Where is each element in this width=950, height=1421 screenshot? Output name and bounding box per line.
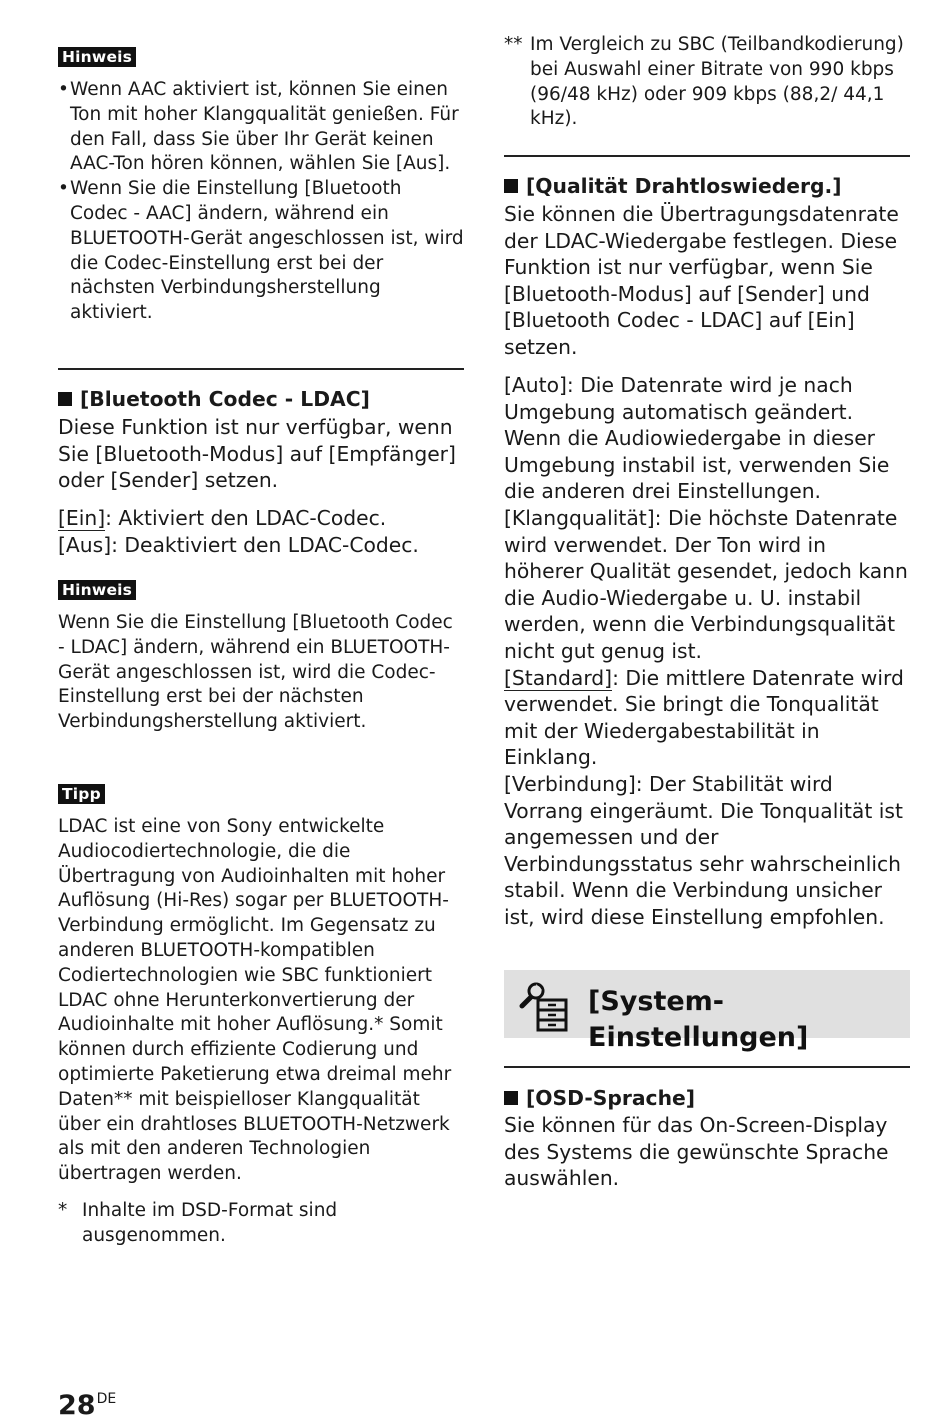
footnote-text: Im Vergleich zu SBC (Teilbandkodierung) bei Auswahl einer Bitrate von 990 kbps (96/48 kHz) oder 909 kbps (88,2/ 44,1 kHz). xyxy=(530,34,904,130)
page-number-value: 28 xyxy=(58,1390,96,1421)
system-settings-icon xyxy=(514,978,570,1036)
system-settings-title: [System-Einstellungen] xyxy=(588,986,809,1053)
list-item: • Wenn Sie die Einstellung [Bluetooth Codec - AAC] ändern, während ein BLUETOOTH-Gerät angeschlossen ist, wird die Codec-Einstellung erst bei der nächsten Verbindungsherstellung aktiviert. xyxy=(58,177,464,326)
section-heading-text: [Bluetooth Codec - LDAC] xyxy=(80,387,370,411)
option-verbindung: [Verbindung]: Der Stabilität wird Vorrang eingeräumt. Die Tonqualität ist angemessen und der Verbindungsstatus sehr wahrscheinlich stabil. Wenn die Verbindung unsicher ist, wird diese Einstellung empfohlen. xyxy=(504,771,903,929)
square-bullet-icon xyxy=(504,1091,518,1105)
section-divider xyxy=(504,1066,910,1068)
hinweis-ldac-text: Wenn Sie die Einstellung [Bluetooth Codec - LDAC] ändern, während ein BLUETOOTH-Gerät angeschlossen ist, wird die Codec-Einstellung erst bei der nächsten Verbindungsherstellung aktiviert. xyxy=(58,612,453,733)
osd-text: Sie können für das On-Screen-Display des Systems die gewünschte Sprache auswählen. xyxy=(504,1113,889,1191)
option-key: [Aus] xyxy=(58,532,112,557)
section-divider xyxy=(58,368,464,370)
ldac-intro: Diese Funktion ist nur verfügbar, wenn Sie [Bluetooth-Modus] auf [Empfänger] oder [Sender] setzen. xyxy=(58,415,456,493)
option-ein xyxy=(58,505,464,532)
footnote-mark: * xyxy=(58,1200,68,1221)
option-text: : Aktiviert den LDAC-Codec. xyxy=(105,506,387,530)
default-option-key: [Standard] xyxy=(504,665,613,690)
quality-intro: Sie können die Übertragungsdatenrate der LDAC-Wiedergabe festlegen. Diese Funktion ist nur verfügbar, wenn Sie [Bluetooth-Modus] auf [Sender] und [Bluetooth Codec - LDAC] auf [Ein] setzen. xyxy=(504,202,899,359)
page-number xyxy=(58,1384,116,1421)
tipp-text: LDAC ist eine von Sony entwickelte Audiocodiertechnologie, die die Übertragung von Audioinhalten mit hoher Auflösung (Hi-Res) sogar per BLUETOOTH-Verbindung ermöglicht. Im Gegensatz zu anderen BLUETOOTH-kompatiblen Codiertechnologien wie SBC funktioniert LDAC ohne Herunterkonvertierung der Audioinhalte mit hoher Auflösung.* Somit können durch effiziente Codierung und optimierte Paketierung etwa dreimal mehr Daten** mit beispielloser Klangqualität über ein drahtloses BLUETOOTH-Netzwerk als mit den anderen Technologien übertragen werden. xyxy=(58,816,452,1185)
ldac-options xyxy=(58,505,464,558)
section-heading-text: [OSD-Sprache] xyxy=(526,1086,696,1110)
section-heading-quality xyxy=(504,173,910,199)
square-bullet-icon xyxy=(58,392,72,406)
section-heading-ldac xyxy=(58,386,464,412)
list-item: • Wenn AAC aktiviert ist, können Sie einen Ton mit hoher Klangqualität genießen. Für den Fall, dass Sie über Ihr Gerät keinen AAC-Ton hören können, wählen Sie [Aus]. xyxy=(58,78,464,177)
option-klangqualitaet: [Klangqualität]: Die höchste Datenrate wird verwendet. Der Ton wird in höherer Qualität gesendet, jedoch kann die Audio-Wiedergabe u. U. instabil werden, wenn die Verbindungsqualität nicht gut genug ist. xyxy=(504,505,908,663)
option-text: : Deaktiviert den LDAC-Codec. xyxy=(111,532,419,557)
section-divider xyxy=(504,155,910,157)
option-standard xyxy=(504,665,910,771)
section-heading-text: [Qualität Drahtloswiederg.] xyxy=(526,174,842,198)
option-auto: [Auto]: Die Datenrate wird je nach Umgebung automatisch geändert. Wenn die Audiowiedergabe in dieser Umgebung instabil ist, verwenden Sie die anderen drei Einstellungen. xyxy=(504,373,890,504)
hinweis-label: Hinweis xyxy=(58,47,136,67)
quality-options xyxy=(504,372,910,930)
hinweis-label: Hinweis xyxy=(58,580,136,600)
option-aus xyxy=(58,532,464,559)
hinweis-aac-list xyxy=(58,78,464,326)
tipp-label: Tipp xyxy=(58,784,105,804)
section-heading-osd xyxy=(504,1085,910,1111)
page-language-suffix: DE xyxy=(96,1391,117,1407)
default-option-key: [Ein] xyxy=(58,506,106,530)
system-settings-banner xyxy=(504,970,910,1053)
square-bullet-icon xyxy=(504,179,518,193)
right-column xyxy=(504,0,910,1191)
left-column xyxy=(58,0,464,1246)
footnote-text: Inhalte im DSD-Format sind ausgenommen. xyxy=(82,1200,338,1246)
option-text: : Die mittlere Datenrate wird verwendet. Sie bringt die Tonqualität mit der Wiedergabestabilität in Einklang. xyxy=(504,665,904,770)
footnote-sbc xyxy=(504,33,910,132)
footnote-mark: ** xyxy=(504,34,523,55)
footnote-dsd xyxy=(58,1199,464,1249)
